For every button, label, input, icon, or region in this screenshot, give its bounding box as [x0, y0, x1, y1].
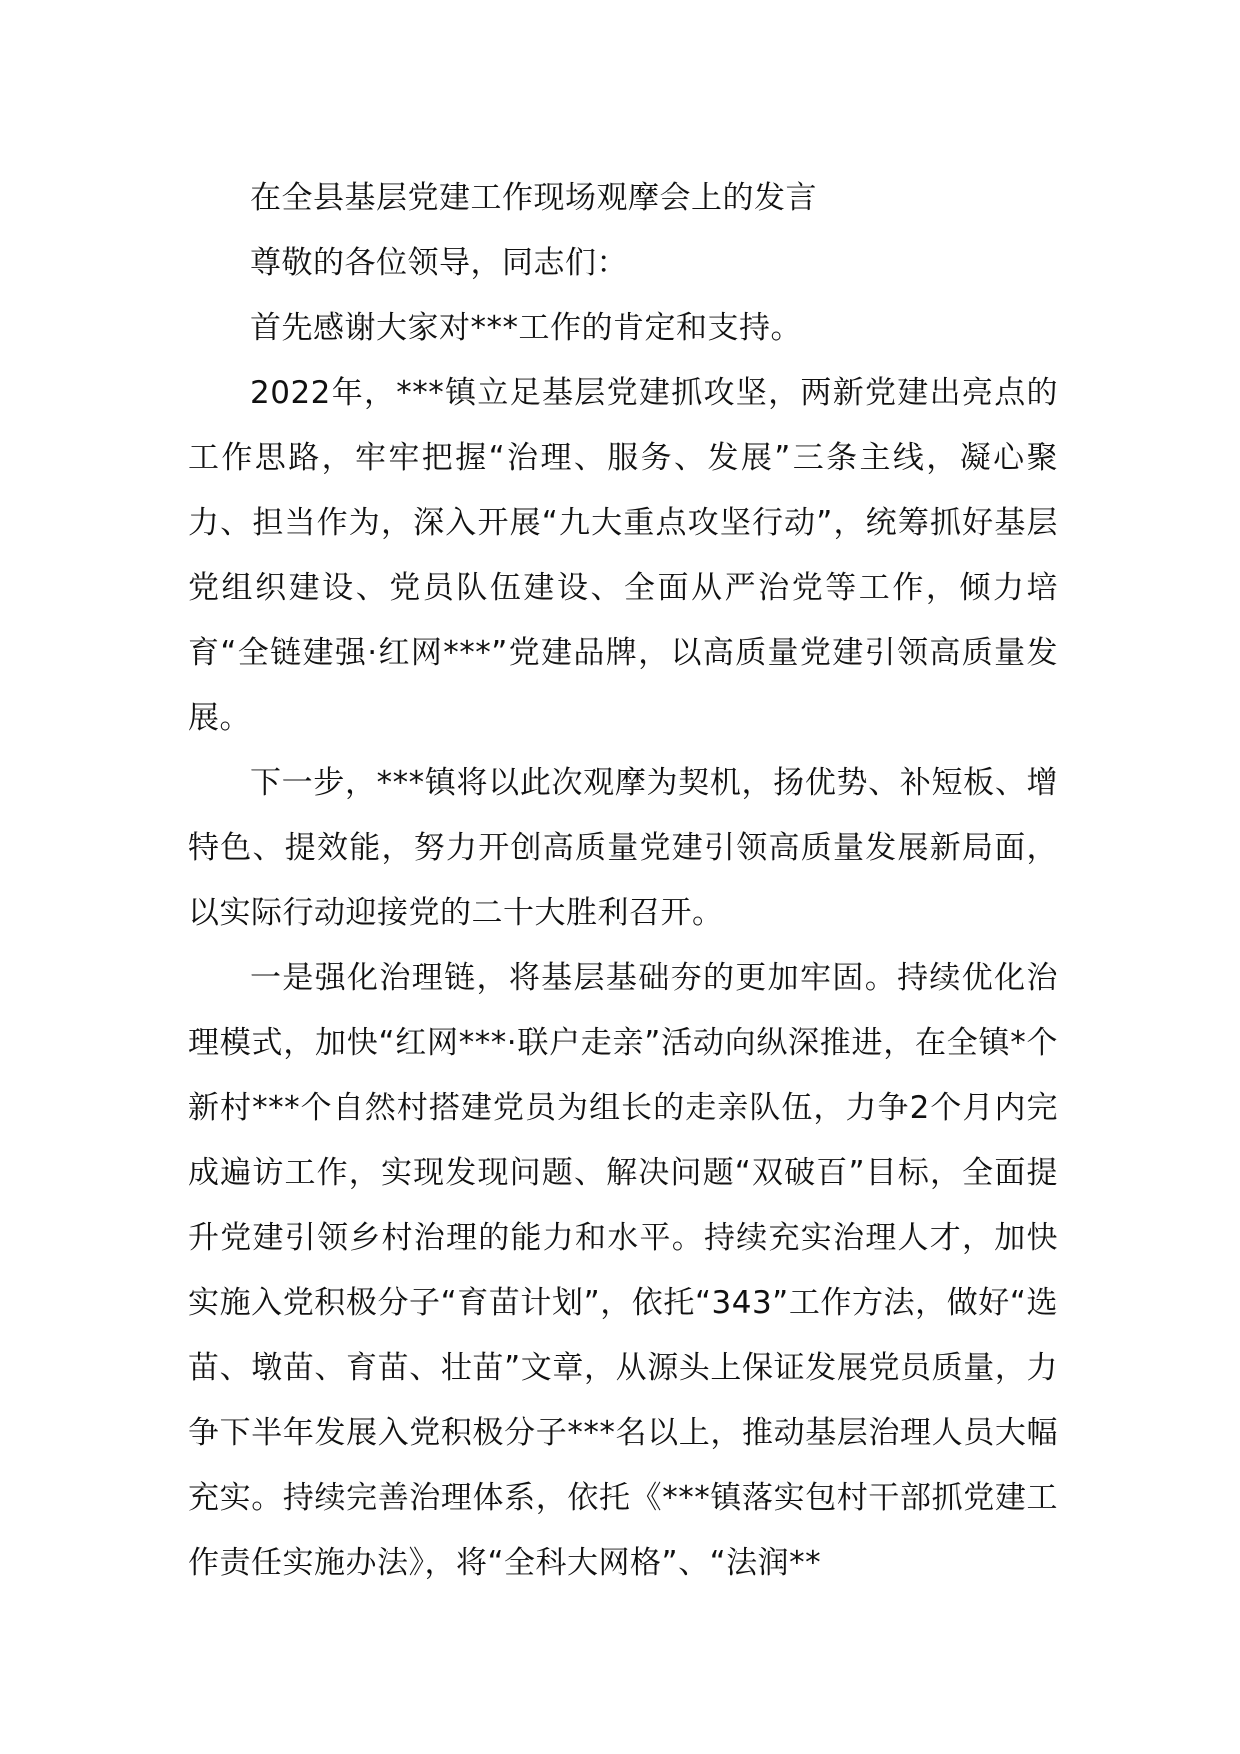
speech-title: 在全县基层党建工作现场观摩会上的发言: [250, 180, 817, 216]
paragraph-next-step: 下一步，***镇将以此次观摩为契机，扬优势、补短板、增特色、提效能，努力开创高质量党建引领高质量发展新局面，以实际行动迎接党的二十大胜利召开。: [188, 765, 1058, 931]
document-body: [188, 166, 1058, 1596]
paragraph-thanks: 首先感谢大家对***工作的肯定和支持。: [250, 310, 802, 346]
paragraph-work-overview: 2022年，***镇立足基层党建抓攻坚，两新党建出亮点的工作思路，牢牢把握“治理、服务、发展”三条主线，凝心聚力、担当作为，深入开展“九大重点攻坚行动”，统筹抓好基层党组织建设、党员队伍建设、全面从严治党等工作，倾力培育“全链建强·红网***”党建品牌，以高质量党建引领高质量发展。: [188, 375, 1058, 736]
paragraph-governance-chain: 一是强化治理链，将基层基础夯的更加牢固。持续优化治理模式，加快“红网***·联户走亲”活动向纵深推进，在全镇*个新村***个自然村搭建党员为组长的走亲队伍，力争2个月内完成遍访工作，实现发现问题、解决问题“双破百”目标，全面提升党建引领乡村治理的能力和水平。持续充实治理人才，加快实施入党积极分子“育苗计划”，依托“343”工作方法，做好“选苗、墩苗、育苗、壮苗”文章，从源头上保证发展党员质量，力争下半年发展入党积极分子***名以上，推动基层治理人员大幅充实。持续完善治理体系，依托《***镇落实包村干部抓党建工作责任实施办法》，将“全科大网格”、“法润**: [188, 960, 1058, 1581]
salutation: 尊敬的各位领导，同志们：: [250, 245, 628, 281]
